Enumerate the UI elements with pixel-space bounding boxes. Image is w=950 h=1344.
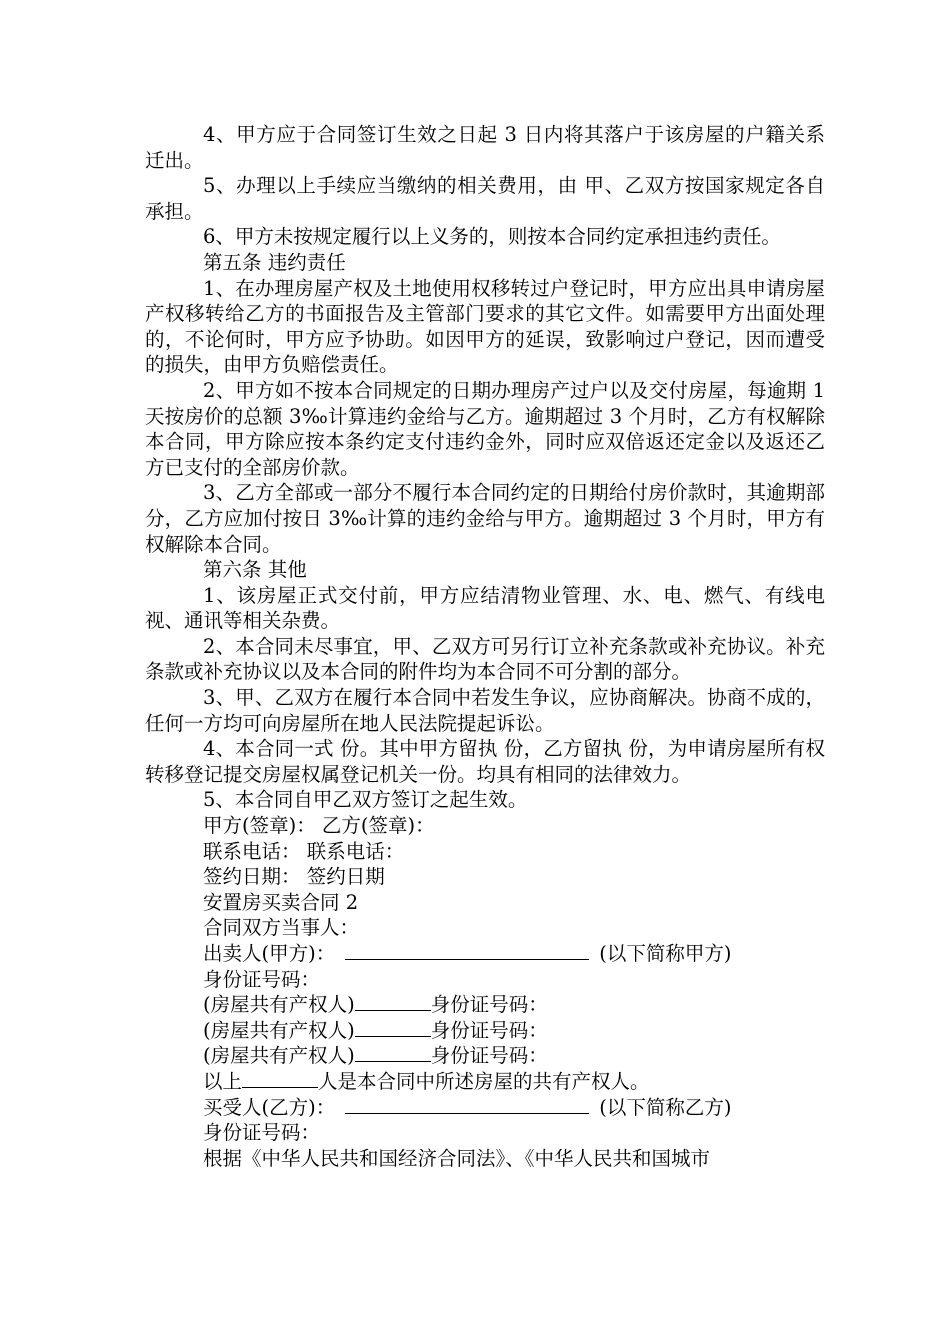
- seller-id-label: 身份证号码：: [203, 967, 321, 991]
- section-heading: 联系电话： 联系电话：: [203, 839, 405, 863]
- coowner-id-label-2: 身份证号码：: [430, 1018, 548, 1042]
- contract-paragraphs: [145, 122, 825, 941]
- buyer-line: [145, 1095, 825, 1121]
- contract-clause: 2、本合同未尽事宜，甲、乙双方可另行订立补充条款或补充协议。补充条款或补充协议以及本合同的附件均为本合同不可分割的部分。: [145, 634, 825, 684]
- contract-clause: 3、甲、乙双方在履行本合同中若发生争议，应协商解决。协商不成的，任何一方均可向房屋所在地人民法院提起诉讼。: [145, 686, 825, 735]
- section-heading: 甲方(签章)： 乙方(签章)：: [203, 814, 435, 838]
- coowner-summary-suffix: 人是本合同中所述房屋的共有产权人。: [318, 1069, 650, 1093]
- coowner-line-1: [145, 992, 825, 1018]
- seller-label: 出卖人(甲方)：: [203, 942, 336, 965]
- section-heading: 第五条 违约责任: [203, 250, 346, 274]
- coowner-id-label-3: 身份证号码：: [430, 1044, 548, 1068]
- contract-clause: 1、在办理房屋产权及土地使用权移转过户登记时，甲方应出具申请房屋产权移转给乙方的书面报告及主管部门要求的其它文件。如需要甲方出面处理的，不论何时，甲方应予协助。如因甲方的延误，致影响过户登记，因而遭受的损失，由甲方负赔偿责任。: [145, 276, 825, 377]
- coowner-blank-2[interactable]: [355, 1018, 431, 1037]
- legal-basis-text: 根据《中华人民共和国经济合同法》、《中华人民共和国城市: [203, 1146, 711, 1170]
- coowner-blank-3[interactable]: [355, 1043, 431, 1062]
- contract-clause: 4、甲方应于合同签订生效之日起 3 日内将其落户于该房屋的户籍关系迁出。: [145, 123, 825, 172]
- contract-clause: 5、办理以上手续应当缴纳的相关费用，由 甲、乙双方按国家规定各自承担。: [145, 174, 825, 223]
- buyer-suffix: (以下简称乙方): [599, 1095, 732, 1119]
- contract-clause: 4、本合同一式 份。其中甲方留执 份，乙方留执 份，为申请房屋所有权转移登记提交房屋权属登记机关一份。均具有相同的法律效力。: [145, 737, 825, 786]
- contract-clause: 3、乙方全部或一部分不履行本合同约定的日期给付房价款时，其逾期部分，乙方应加付按日 3‰计算的违约金给与甲方。逾期超过 3 个月时，甲方有权解除本合同。: [145, 481, 825, 556]
- section-heading: 安置房买卖合同 2: [203, 890, 359, 914]
- coowner-summary-line: [145, 1069, 825, 1095]
- section-heading: 第六条 其他: [203, 558, 307, 582]
- coowner-summary-prefix: 以上: [203, 1069, 243, 1093]
- coowner-line-3: [145, 1043, 825, 1069]
- coowner-count-blank[interactable]: [242, 1069, 318, 1088]
- coowner-label-3: (房屋共有产权人): [203, 1044, 355, 1068]
- buyer-id-line: [145, 1120, 825, 1146]
- coowner-label-1: (房屋共有产权人): [203, 993, 355, 1017]
- legal-basis-line: [145, 1146, 825, 1172]
- coowner-blank-1[interactable]: [355, 992, 431, 1011]
- section-heading: 签约日期： 签约日期: [203, 865, 385, 889]
- document-page: [145, 122, 825, 1171]
- coowner-label-2: (房屋共有产权人): [203, 1018, 355, 1042]
- coowner-id-label-1: 身份证号码：: [430, 993, 548, 1017]
- buyer-name-blank[interactable]: [345, 1095, 589, 1114]
- buyer-label: 买受人(乙方)：: [203, 1095, 336, 1119]
- contract-clause: 1、该房屋正式交付前，甲方应结清物业管理、水、电、燃气、有线电视、通讯等相关杂费。: [145, 583, 825, 633]
- section-heading: 合同双方当事人：: [203, 916, 360, 940]
- contract-clause: 2、甲方如不按本合同规定的日期办理房产过户以及交付房屋，每逾期 1 天按房价的总额 3‰计算违约金给与乙方。逾期超过 3 个月时，乙方有权解除本合同，甲方除应按本条约定支付违约金外，同时应双倍返还定金以及返还乙方已支付的全部房价款。: [145, 378, 825, 479]
- seller-name-blank[interactable]: [345, 941, 589, 960]
- buyer-id-label: 身份证号码：: [203, 1121, 321, 1145]
- seller-id-line: [145, 967, 825, 993]
- contract-clause: 5、本合同自甲乙双方签订之起生效。: [203, 788, 528, 812]
- seller-suffix: (以下简称甲方): [599, 942, 732, 965]
- contract-clause: 6、甲方未按规定履行以上义务的，则按本合同约定承担违约责任。: [203, 225, 781, 249]
- seller-line: [145, 941, 825, 967]
- coowner-line-2: [145, 1018, 825, 1044]
